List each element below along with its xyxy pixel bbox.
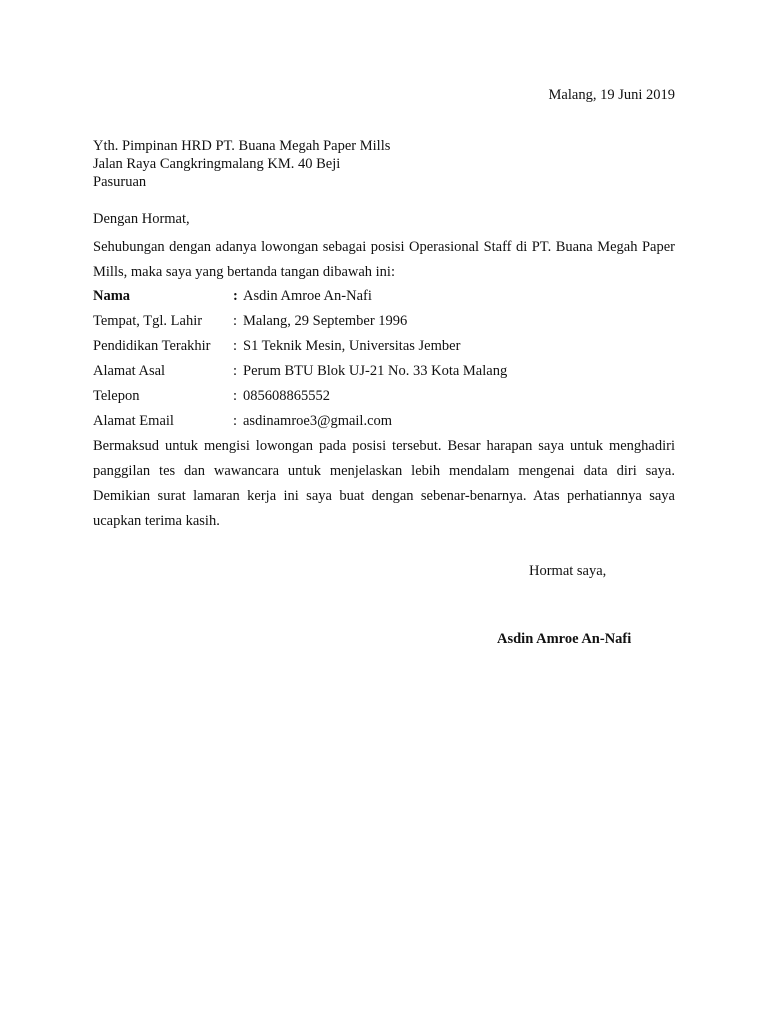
salutation: Dengan Hormat, [93,211,190,227]
detail-colon: : [233,288,238,304]
detail-value: 085608865552 [243,388,330,404]
signer-name: Asdin Amroe An-Nafi [497,631,632,647]
detail-colon: : [233,363,238,379]
detail-row-birth [93,309,675,334]
detail-colon: : [233,338,238,354]
detail-label: Pendidikan Terakhir [93,338,211,354]
regards-text: Hormat saya, [529,563,607,579]
detail-label: Tempat, Tgl. Lahir [93,313,203,329]
detail-row-email [93,409,675,434]
detail-value: Perum BTU Blok UJ-21 No. 33 Kota Malang [243,363,508,379]
recipient-block [93,137,390,191]
detail-colon: : [233,313,238,329]
detail-label: Nama [93,288,131,304]
intro-paragraph: Sehubungan dengan adanya lowongan sebagai posisi Operasional Staff di PT. Buana Megah Paper Mills, maka saya yang bertanda tangan dibawah ini: [93,239,675,280]
detail-row-education [93,334,675,359]
detail-row-phone [93,384,675,409]
letter-date: Malang, 19 Juni 2019 [548,87,675,103]
detail-value: Malang, 29 September 1996 [243,313,408,329]
detail-colon: : [233,388,238,404]
detail-colon: : [233,413,238,429]
detail-label: Alamat Asal [93,363,166,379]
detail-value: asdinamroe3@gmail.com [243,413,393,429]
applicant-details [93,284,675,434]
recipient-line-1: Yth. Pimpinan HRD PT. Buana Megah Paper Mills [93,138,391,154]
detail-label: Alamat Email [93,413,174,429]
detail-row-name [93,284,675,309]
detail-row-address [93,359,675,384]
recipient-line-2: Jalan Raya Cangkringmalang KM. 40 Beji [93,156,341,172]
detail-value: Asdin Amroe An-Nafi [243,288,372,304]
detail-label: Telepon [93,388,140,404]
closing-paragraph: Bermaksud untuk mengisi lowongan pada posisi tersebut. Besar harapan saya untuk menghadiri panggilan tes dan wawancara untuk menjelaskan lebih mendalam mengenai data diri saya. Demikian surat lamaran kerja ini saya buat dengan sebenar-benarnya. Atas perhatiannya saya ucapkan terima kasih. [93,438,675,529]
recipient-line-3: Pasuruan [93,174,147,190]
detail-value: S1 Teknik Mesin, Universitas Jember [243,338,461,354]
